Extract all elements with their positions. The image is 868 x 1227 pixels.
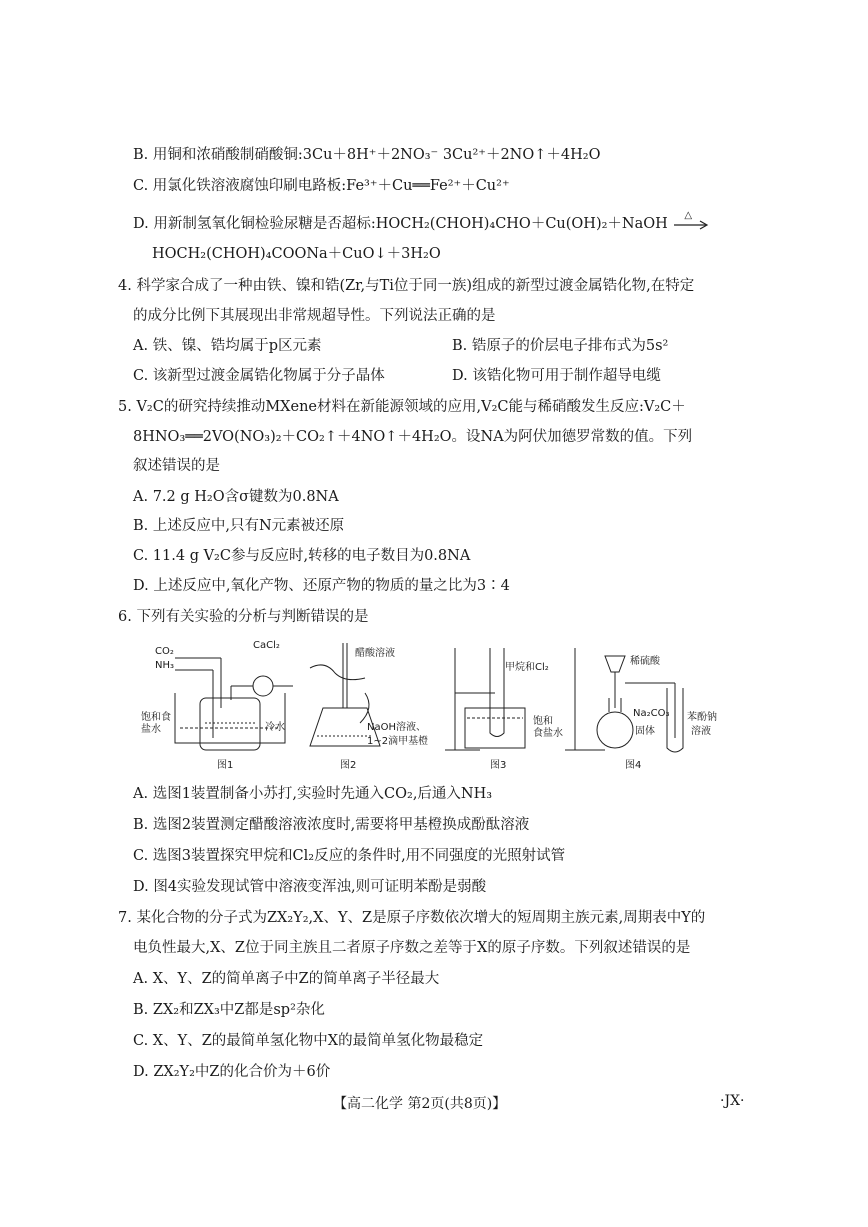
fig2-indicator-label: 1~2滴甲基橙	[367, 736, 429, 747]
fig2-caption: 图2	[340, 760, 357, 771]
reaction-arrow	[672, 210, 710, 231]
arrow-icon	[672, 217, 710, 231]
q5-stem-line3: 叙述错误的是	[133, 458, 220, 474]
experiment-figures	[135, 638, 735, 773]
fig1-cacl2-label: CaCl₂	[253, 640, 280, 651]
q3-option-d-line2: HOCH₂(CHOH)₄COONa＋CuO↓＋3H₂O	[152, 246, 441, 262]
figure-1-apparatus	[175, 658, 293, 750]
fig1-nh3-label: NH₃	[155, 660, 175, 671]
q7-stem-line2: 电负性最大,X、Z位于同主族且二者原子序数之差等于X的原子序数。下列叙述错误的是	[133, 940, 691, 956]
fig4-phenoxide-label-1: 苯酚钠	[687, 712, 717, 723]
q6-option-b: B. 选图2装置测定醋酸溶液浓度时,需要将甲基橙换成酚酞溶液	[133, 817, 530, 833]
q5-option-c: C. 11.4 g V₂C参与反应时,转移的电子数目为0.8NA	[133, 548, 471, 564]
q4-option-a: A. 铁、镍、锆均属于p区元素	[133, 338, 322, 354]
q5-option-a: A. 7.2 g H₂O含σ键数为0.8NA	[133, 489, 339, 505]
fig4-phenoxide-label-2: 溶液	[691, 726, 711, 737]
q4-option-c: C. 该新型过渡金属锆化物属于分子晶体	[133, 368, 385, 384]
q3-option-c: C. 用氯化铁溶液腐蚀印刷电路板:Fe³⁺＋Cu══Fe²⁺＋Cu²⁺	[133, 178, 510, 194]
fig3-saturated-label-1: 饱和	[533, 716, 553, 727]
fig1-brine-label-1: 饱和食	[141, 712, 171, 723]
q5-stem-line1: 5. V₂C的研究持续推动MXene材料在新能源领域的应用,V₂C能与稀硝酸发生反应:V₂C＋	[118, 399, 686, 415]
fig4-acid-label: 稀硫酸	[630, 656, 660, 667]
q4-option-b: B. 锆原子的价层电子排布式为5s²	[452, 338, 669, 354]
q3-option-d-text: D. 用新制氢氧化铜检验尿糖是否超标:HOCH₂(CHOH)₄CHO＋Cu(OH)₂＋NaOH	[133, 216, 668, 232]
fig3-saturated-label-2: 食盐水	[533, 728, 563, 739]
fig3-gas-label: 甲烷和Cl₂	[505, 662, 549, 673]
fig4-na2co3-label-1: Na₂CO₃	[633, 708, 670, 719]
q5-option-b: B. 上述反应中,只有N元素被还原	[133, 518, 345, 534]
fig4-caption: 图4	[625, 760, 642, 771]
q7-option-c: C. X、Y、Z的最简单氢化物中X的最简单氢化物最稳定	[133, 1033, 484, 1049]
q3-option-b: B. 用铜和浓硝酸制硝酸铜:3Cu＋8H⁺＋2NO₃⁻ 3Cu²⁺＋2NO↑＋4H₂O	[133, 147, 601, 163]
footer-code: ·JX·	[720, 1093, 745, 1109]
q7-option-d: D. ZX₂Y₂中Z的化合价为＋6价	[133, 1064, 331, 1080]
q4-stem-line1: 4. 科学家合成了一种由铁、镍和锆(Zr,与Ti位于同一族)组成的新型过渡金属锆化物,在特定	[118, 278, 695, 294]
q6-option-a: A. 选图1装置制备小苏打,实验时先通入CO₂,后通入NH₃	[133, 786, 493, 802]
fig2-naoh-label: NaOH溶液、	[367, 722, 426, 733]
heat-condition: △	[684, 210, 693, 221]
q7-stem-line1: 7. 某化合物的分子式为ZX₂Y₂,X、Y、Z是原子序数依次增大的短周期主族元素,周期表中Y的	[118, 910, 706, 926]
q6-option-d: D. 图4实验发现试管中溶液变浑浊,则可证明苯酚是弱酸	[133, 879, 487, 895]
q4-stem-line2: 的成分比例下其展现出非常规超导性。下列说法正确的是	[133, 308, 496, 324]
fig3-caption: 图3	[490, 760, 507, 771]
q7-option-b: B. ZX₂和ZX₃中Z都是sp²杂化	[133, 1002, 325, 1018]
fig1-caption: 图1	[217, 760, 234, 771]
q6-option-c: C. 选图3装置探究甲烷和Cl₂反应的条件时,用不同强度的光照射试管	[133, 848, 566, 864]
fig1-cold-water-label: 冷水	[265, 722, 285, 733]
q4-option-d: D. 该锆化物可用于制作超导电缆	[452, 368, 661, 384]
fig1-co2-label: CO₂	[155, 646, 174, 657]
q3-option-d-line1	[133, 210, 710, 234]
fig4-na2co3-label-2: 固体	[635, 726, 655, 737]
page-footer: 【高二化学 第2页(共8页)】	[333, 1096, 507, 1112]
q5-option-d: D. 上述反应中,氧化产物、还原产物的物质的量之比为3∶4	[133, 578, 510, 594]
q7-option-a: A. X、Y、Z的简单离子中Z的简单离子半径最大	[133, 971, 440, 987]
fig2-reagent-label: 醋酸溶液	[355, 648, 395, 659]
figure-4-apparatus	[565, 648, 683, 752]
q6-stem: 6. 下列有关实验的分析与判断错误的是	[118, 609, 369, 625]
fig1-brine-label-2: 盐水	[141, 724, 161, 735]
q5-stem-line2: 8HNO₃══2VO(NO₃)₂＋CO₂↑＋4NO↑＋4H₂O。设NA为阿伏加德罗常数的值。下列	[133, 429, 693, 445]
